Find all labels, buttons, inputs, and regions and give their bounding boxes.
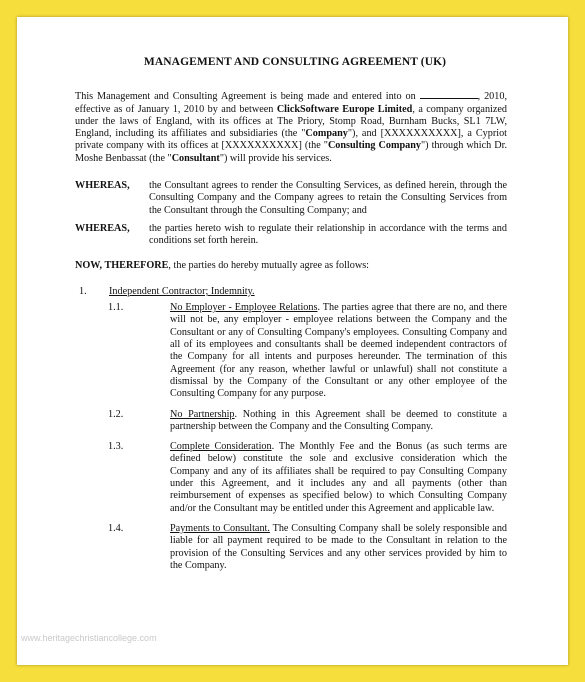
whereas-clause-2 [75,223,507,248]
now-therefore-text: , the parties do hereby mutually agree as follows: [168,259,369,271]
consulting-company-definition: Consulting Company [327,140,421,152]
intro-text-1: This Management and Consulting Agreement is being made and entered into on [75,91,416,103]
now-therefore-label: NOW, THEREFORE [75,259,169,271]
whereas-text: the Consultant agrees to render the Consulting Services, as defined herein, through the Consulting Company and the Company agrees to retain the Consulting Services from the Consultant through the Consulting Company; and [149,180,507,216]
now-therefore-line [75,260,507,272]
intro-text-2: , 2010, effective as of January 1, 2010 by and between [75,91,507,115]
whereas-clause-1 [75,180,507,217]
intro-paragraph [75,90,507,165]
watermark: www.heritagechristiancollege.com [21,633,157,643]
company-definition: Company [305,128,348,140]
clause-text: . The parties agree that there are no, and there will not be, any employer - employee relations between the Company and the Consultant or any of Consulting Company's employees. Consulting Company and all of its employees and consultants shall be deemed independent contractors of the Company for all intents and purposes hereunder. The termination of this Agreement (for any reason, whether lawful or unlawful) shall not constitute a dismissal by the Company of the Consultant or any other employee of the Consulting Company for any purpose. [170,302,507,400]
intro-text-3: , a company organized under the laws of England, with its offices at The Priory, Stomp Road, Burnham Bucks, SL1 7LW, England, including its affiliates and subsidiaries (the " [75,103,508,140]
clause-heading: Payments to Consultant. [170,522,270,534]
whereas-label: WHEREAS, [75,222,130,234]
clause-1-2 [75,409,507,434]
consultant-definition: Consultant [171,152,220,164]
whereas-label: WHEREAS, [75,180,130,192]
date-blank [420,90,478,99]
clause-number: 1.1. [108,302,124,314]
document-page [17,17,568,665]
clause-heading: No Employer - Employee Relations [170,302,318,314]
intro-text-6: ") will provide his services. [219,152,332,164]
clause-1-1 [75,302,507,400]
document-title: MANAGEMENT AND CONSULTING AGREEMENT (UK) [143,56,447,68]
clause-body [170,302,507,400]
clause-1-3 [75,441,507,515]
clause-1-4 [75,523,507,572]
clause-text: The Consulting Company shall be solely responsible and liable for all payment required to be made to the Consultant in relation to the provision of the Consulting Services and any other services provided by him to the Company. [170,522,508,571]
company-name: ClickSoftware Europe Limited [276,103,413,115]
clause-body [170,523,507,572]
clause-text: . The Monthly Fee and the Bonus (as such terms are defined below) constitute the sole and exclusive consideration which the Company and any of its affiliates shall be required to pay Consulting Company under this Agreement, and it includes any and all payments (other than reimbursement of expenses as specified below) to which Consulting Company and/or the Consultant may be entitled under this Agreement and applicable law. [170,441,507,514]
document-body [75,56,507,580]
clause-body [170,409,507,434]
intro-text-4: "), and [XXXXXXXXXX], a Cypriot private company with its offices at [XXXXXXXXXX] (the " [75,128,507,152]
clause-text: . Nothing in this Agreement shall be deemed to constitute a partnership between the Company and the Consulting Company. [170,408,507,432]
whereas-text: the parties hereto wish to regulate their relationship in accordance with the terms and conditions set forth herein. [149,222,507,247]
clause-number: 1.2. [108,408,124,420]
clause-number: 1.3. [108,441,124,453]
clause-number: 1.4. [108,522,124,534]
section-heading [75,286,507,298]
clause-heading: No Partnership [170,408,235,420]
clause-body [170,441,507,515]
section-number: 1. [79,285,87,297]
clause-heading: Complete Consideration [170,441,272,453]
section-title: Independent Contractor; Indemnity. [109,285,255,297]
intro-text-5: ") through which Dr. Moshe Benbassat (the " [75,140,507,164]
